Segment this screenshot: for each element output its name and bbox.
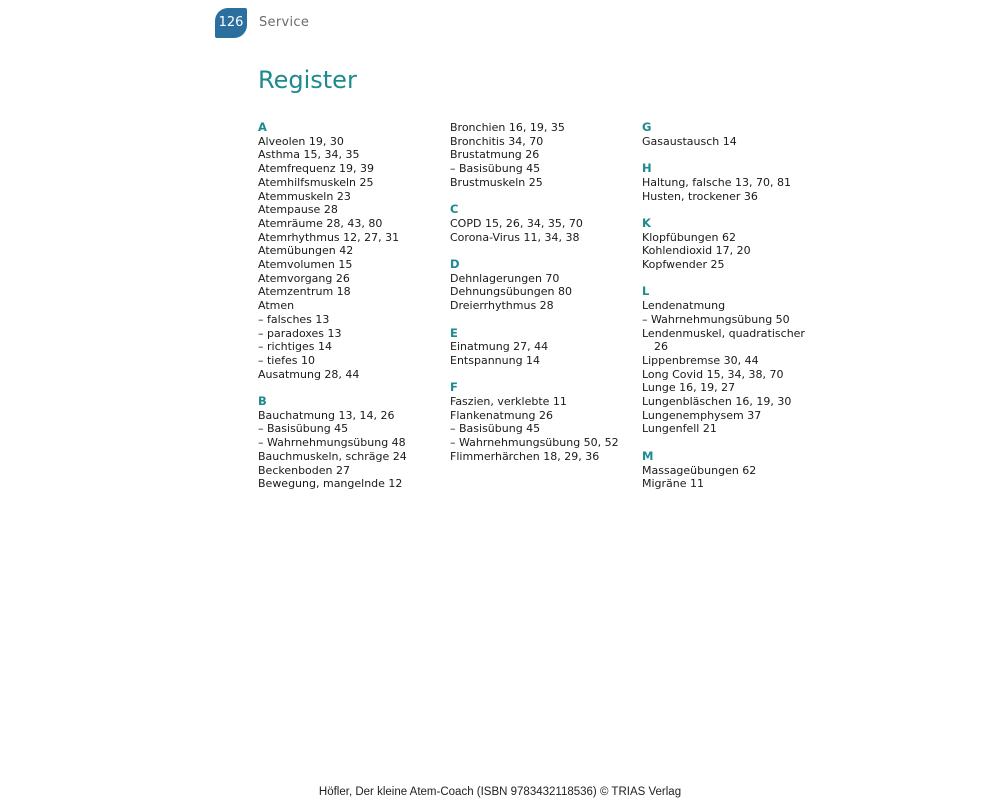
- index-entry: Massageübungen 62: [642, 463, 757, 477]
- index-entry: Lunge 16, 19, 27: [642, 381, 736, 395]
- index-group: [450, 203, 635, 244]
- index-letter-heading: B: [258, 394, 267, 409]
- index-column-2: [450, 121, 635, 477]
- index-entry: Brustmuskeln 25: [450, 175, 543, 189]
- index-entry: Flankenatmung 26: [450, 408, 554, 422]
- index-entry: Atemvolumen 15: [258, 258, 353, 272]
- index-letter-heading: A: [258, 120, 267, 134]
- index-entry: Lungenbläschen 16, 19, 30: [642, 395, 792, 409]
- page-title: Register: [258, 66, 357, 94]
- index-entry: Entspannung 14: [450, 353, 541, 367]
- index-group: [450, 258, 635, 313]
- index-entry: Kopfwender 25: [642, 258, 725, 271]
- index-entry: Haltung, falsche 13, 70, 81: [642, 175, 791, 189]
- section-label: Service: [259, 15, 310, 30]
- index-group: [450, 121, 635, 190]
- index-entry: Lendenmuskel, quadratischer 26: [642, 326, 805, 354]
- index-letter-heading: C: [450, 202, 459, 217]
- index-group: [258, 121, 443, 381]
- index-entry: COPD 15, 26, 34, 35, 70: [450, 216, 583, 230]
- index-letter-heading: D: [450, 257, 460, 271]
- index-letter-heading: H: [642, 161, 652, 176]
- index-entry: – Basisübung 45: [258, 422, 349, 436]
- index-entry: Einatmung 27, 44: [450, 340, 549, 354]
- index-entry: Atmen: [258, 299, 295, 313]
- index-letter-heading: E: [450, 325, 458, 340]
- index-entry: Bauchmuskeln, schräge 24: [258, 449, 407, 463]
- index-entry: – falsches 13: [258, 312, 330, 326]
- index-letter-heading: F: [450, 380, 458, 395]
- index-entry: Corona-Virus 11, 34, 38: [450, 230, 580, 244]
- index-group: [450, 327, 635, 368]
- index-group: [642, 285, 822, 436]
- index-entry: Asthma 15, 34, 35: [258, 148, 360, 162]
- index-entry: Lungenemphysem 37: [642, 408, 762, 422]
- index-entry: Atemrhythmus 12, 27, 31: [258, 230, 400, 244]
- index-entry: Flimmerhärchen 18, 29, 36: [450, 449, 600, 463]
- index-entry: Dehnungsübungen 80: [450, 285, 572, 299]
- index-entry: Kohlendioxid 17, 20: [642, 244, 751, 258]
- index-entry: Atemfrequenz 19, 39: [258, 162, 374, 176]
- index-entry: – Wahrnehmungsübung 50, 52: [450, 436, 619, 450]
- index-entry: Long Covid 15, 34, 38, 70: [642, 367, 784, 381]
- index-group: [642, 450, 822, 491]
- index-entry: Bronchitis 34, 70: [450, 134, 544, 148]
- index-letter-heading: K: [642, 215, 651, 230]
- index-entry: Bronchien 16, 19, 35: [450, 121, 565, 134]
- index-entry: Dehnlagerungen 70: [450, 271, 560, 285]
- index-entry: Atemmuskeln 23: [258, 189, 351, 203]
- page-number-badge: 126: [215, 8, 247, 38]
- index-entry: – Basisübung 45: [450, 422, 541, 436]
- index-entry: – Wahrnehmungsübung 48: [258, 436, 406, 450]
- index-group: [642, 162, 822, 203]
- index-group: [642, 121, 822, 148]
- index-entry: Brustatmung 26: [450, 148, 540, 162]
- index-entry: Lippenbremse 30, 44: [642, 353, 759, 367]
- index-letter-heading: M: [642, 448, 654, 463]
- index-entry: Bewegung, mangelnde 12: [258, 477, 403, 491]
- index-entry: Atemvorgang 26: [258, 271, 350, 285]
- index-column-3: [642, 121, 822, 505]
- index-entry: Lungenfell 21: [642, 422, 717, 436]
- index-entry: – Wahrnehmungsübung 50: [642, 312, 790, 326]
- index-entry: Atempause 28: [258, 203, 338, 217]
- index-entry: Atemräume 28, 43, 80: [258, 216, 383, 230]
- page-footer: Höfler, Der kleine Atem-Coach (ISBN 9783432118536) © TRIAS Verlag: [318, 786, 682, 798]
- index-entry: Faszien, verklebte 11: [450, 395, 567, 408]
- index-group: [642, 217, 822, 272]
- index-entry: – paradoxes 13: [258, 326, 342, 340]
- index-entry: Klopfübungen 62: [642, 230, 736, 244]
- index-entry: Dreierrhythmus 28: [450, 299, 554, 313]
- index-entry: Husten, trockener 36: [642, 189, 758, 203]
- index-entry: – Basisübung 45: [450, 162, 541, 176]
- index-entry: Alveolen 19, 30: [258, 134, 344, 148]
- index-group: [450, 381, 635, 463]
- index-entry: Bauchatmung 13, 14, 26: [258, 408, 395, 422]
- index-entry: Atemzentrum 18: [258, 285, 351, 299]
- index-entry: Migräne 11: [642, 477, 705, 491]
- index-entry: Ausatmung 28, 44: [258, 367, 360, 381]
- index-entry: – richtiges 14: [258, 340, 332, 354]
- index-group: [258, 395, 443, 491]
- index-letter-heading: L: [642, 284, 650, 299]
- index-entry: Atemübungen 42: [258, 244, 354, 258]
- index-letter-heading: G: [642, 120, 652, 134]
- index-entry: Beckenboden 27: [258, 463, 351, 477]
- index-column-1: [258, 121, 443, 505]
- index-entry: Lendenatmung: [642, 299, 726, 313]
- index-entry: – tiefes 10: [258, 353, 315, 367]
- index-entry: Gasaustausch 14: [642, 134, 737, 148]
- index-entry: Atemhilfsmuskeln 25: [258, 175, 374, 189]
